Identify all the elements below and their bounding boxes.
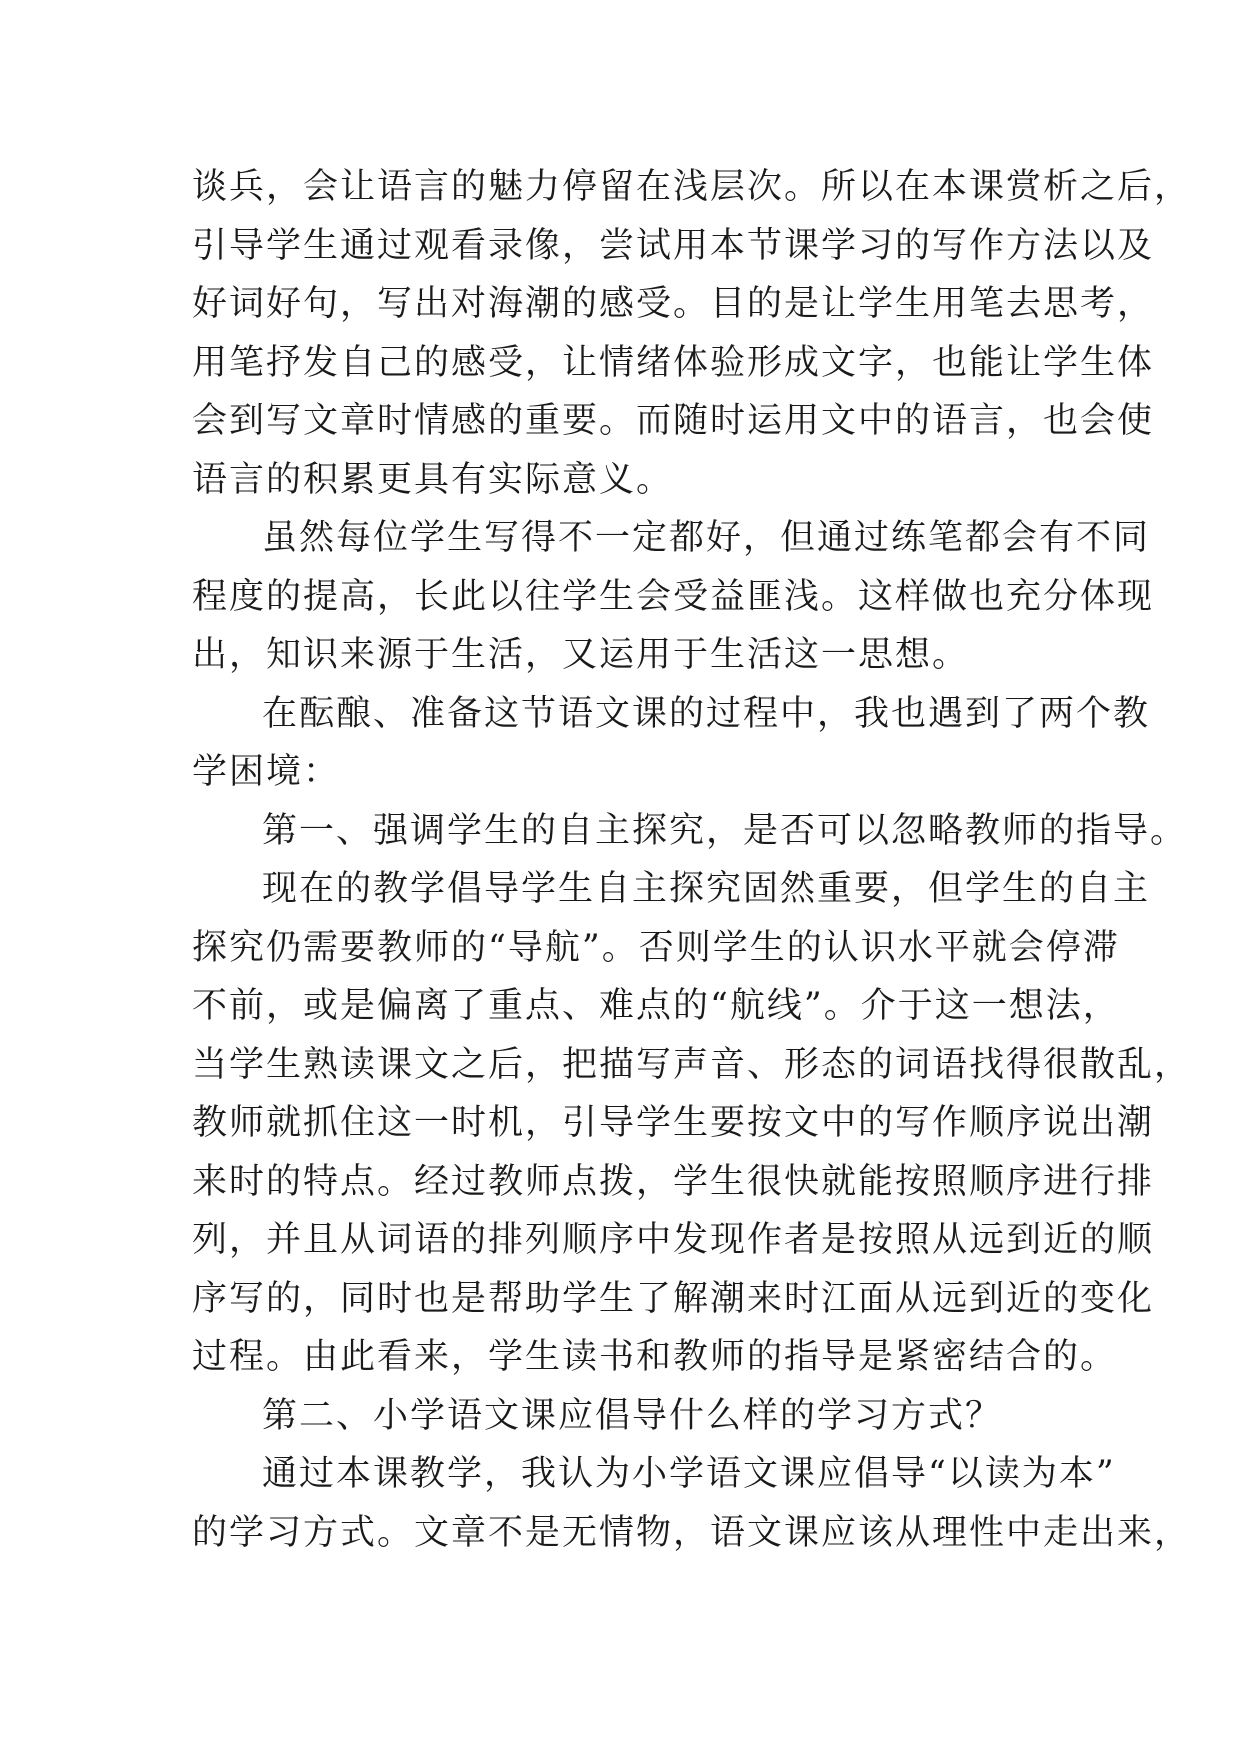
text-line: 通过本课教学，我认为小学语文课应倡导“以读为本” <box>262 1454 1116 1494</box>
text-line: 虽然每位学生写得不一定都好，但通过练笔都会有不同 <box>262 518 1151 558</box>
text-line: 会到写文章时情感的重要。而随时运用文中的语言，也会使 <box>192 401 1155 441</box>
text-line: 用笔抒发自己的感受，让情绪体验形成文字，也能让学生体 <box>192 342 1155 383</box>
text-line: 来时的特点。经过教师点拨，学生很快就能按照顺序进行排 <box>192 1161 1155 1202</box>
text-line: 引导学生通过观看录像，尝试用本节课学习的写作方法以及 <box>192 225 1155 266</box>
text-line: 好词好句，写出对海潮的感受。目的是让学生用笔去思考， <box>192 284 1155 324</box>
text-line: 学困境： <box>192 752 341 792</box>
text-line: 出，知识来源于生活，又运用于生活这一思想。 <box>192 635 970 675</box>
text-line: 在酝酿、准备这节语文课的过程中，我也遇到了两个教 <box>262 693 1151 734</box>
text-line: 探究仍需要教师的“导航”。否则学生的认识水平就会停滞 <box>192 927 1120 968</box>
text-line: 第一、强调学生的自主探究，是否可以忽略教师的指导。 <box>262 810 1188 851</box>
body-text <box>192 158 1192 1562</box>
text-line: 语言的积累更具有实际意义。 <box>192 459 674 500</box>
text-line: 不前，或是偏离了重点、难点的“航线”。介于这一想法， <box>192 986 1120 1026</box>
text-line: 第二、小学语文课应倡导什么样的学习方式？ <box>262 1395 1003 1436</box>
text-line: 的学习方式。文章不是无情物，语文课应该从理性中走出来， <box>192 1512 1192 1553</box>
text-line: 过程。由此看来，学生读书和教师的指导是紧密结合的。 <box>192 1337 1118 1377</box>
text-line: 列，并且从词语的排列顺序中发现作者是按照从远到近的顺 <box>192 1220 1155 1260</box>
text-line: 当学生熟读课文之后，把描写声音、形态的词语找得很散乱， <box>192 1044 1192 1085</box>
text-line: 程度的提高，长此以往学生会受益匪浅。这样做也充分体现 <box>192 576 1155 617</box>
text-line: 谈兵，会让语言的魅力停留在浅层次。所以在本课赏析之后， <box>192 167 1192 207</box>
text-line: 教师就抓住这一时机，引导学生要按文中的写作顺序说出潮 <box>192 1103 1155 1143</box>
text-line: 现在的教学倡导学生自主探究固然重要，但学生的自主 <box>262 869 1151 909</box>
text-line: 序写的，同时也是帮助学生了解潮来时江面从远到近的变化 <box>192 1278 1155 1319</box>
